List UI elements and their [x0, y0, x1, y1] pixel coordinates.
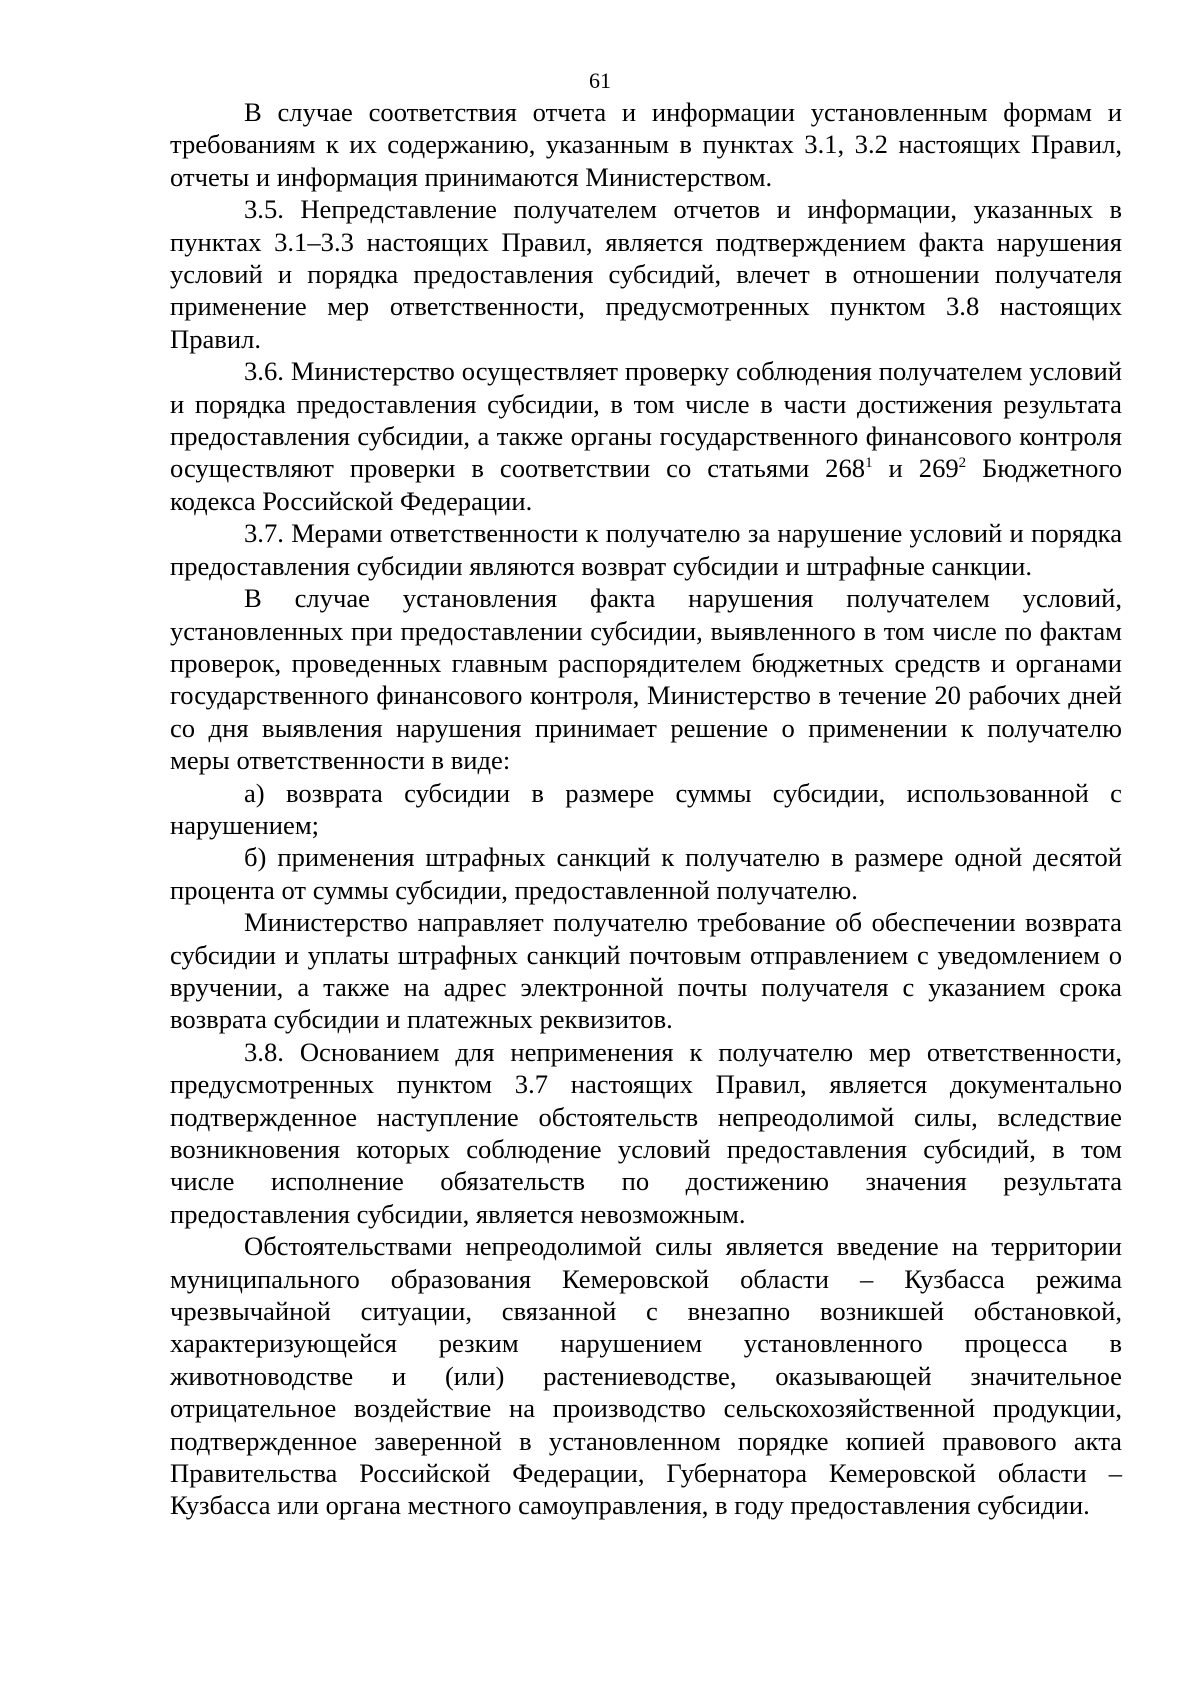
page-number: 61 — [589, 68, 611, 93]
list-item-b: б) применения штрафных санкций к получателю в размере одной десятой процента от суммы субсидии, предоставленной получателю. — [170, 842, 1122, 905]
paragraph-3-6-text-1: 3.6. Министерство осуществляет проверку соблюдения получателем условий и порядка предоставления субсидии, в том числе в части достижения результата предоставления субсидии, а также органы государственного финансового контроля осуществляют проверки в соответствии со статьями 268 — [170, 356, 1122, 484]
list-item-a: а) возврата субсидии в размере суммы субсидии, использованной с нарушением; — [170, 777, 1122, 840]
paragraph-3-6-text-2: и 269 — [872, 453, 959, 484]
paragraph-3-6 — [170, 355, 1122, 517]
paragraph-3-6-text-3: Бюджетного кодекса Российской Федерации. — [170, 453, 1122, 516]
paragraph-report-acceptance: В случае соответствия отчета и информации установленным формам и требованиям к их содержанию, указанным в пунктах 3.1, 3.2 настоящих Правил, отчеты и информация принимаются Министерством. — [170, 97, 1122, 192]
article-269-superscript: 2 — [958, 455, 967, 472]
paragraph-ministry-request: Министерство направляет получателю требование об обеспечении возврата субсидии и уплаты штрафных санкций почтовым отправлением с уведомлением о вручении, а также на адрес электронной почты получателя с указанием срока возврата субсидии и платежных реквизитов. — [170, 907, 1122, 1035]
article-268-superscript: 1 — [865, 455, 873, 472]
paragraph-3-7: 3.7. Мерами ответственности к получателю за нарушение условий и порядка предоставления субсидии являются возврат субсидии и штрафные санкции. — [170, 518, 1122, 581]
paragraph-violation-decision: В случае установления факта нарушения получателем условий, установленных при предоставлении субсидии, выявленного в том числе по фактам проверок, проведенных главным распорядителем бюджетных средств и органами государственного финансового контроля, Министерство в течение 20 рабочих дней со дня выявления нарушения принимает решение о применении к получателю меры ответственности в виде: — [170, 583, 1122, 776]
paragraph-3-8: 3.8. Основанием для неприменения к получателю мер ответственности, предусмотренных пунктом 3.7 настоящих Правил, является документально подтвержденное наступление обстоятельств непреодолимой силы, вследствие возникновения которых соблюдение условий предоставления субсидий, в том числе исполнение обязательств по достижению значения результата предоставления субсидии, является невозможным. — [170, 1036, 1122, 1229]
paragraph-force-majeure: Обстоятельствами непреодолимой силы является введение на территории муниципального образования Кемеровской области – Кузбасса режима чрезвычайной ситуации, связанной с внезапно возникшей обстановкой, характеризующейся резким нарушением установленного процесса в животноводстве и (или) растениеводстве, оказывающей значительное отрицательное воздействие на производство сельскохозяйственной продукции, подтвержденное заверенной в установленном порядке копией правового акта Правительства Российской Федерации, Губернатора Кемеровской области – Кузбасса или органа местного самоуправления, в году предоставления субсидии. — [170, 1231, 1122, 1521]
document-body — [170, 96, 1122, 1522]
paragraph-3-5: 3.5. Непредставление получателем отчетов и информации, указанных в пунктах 3.1–3.3 настоящих Правил, является подтверждением факта нарушения условий и порядка предоставления субсидий, влечет в отношении получателя применение мер ответственности, предусмотренных пунктом 3.8 настоящих Правил. — [170, 194, 1122, 354]
